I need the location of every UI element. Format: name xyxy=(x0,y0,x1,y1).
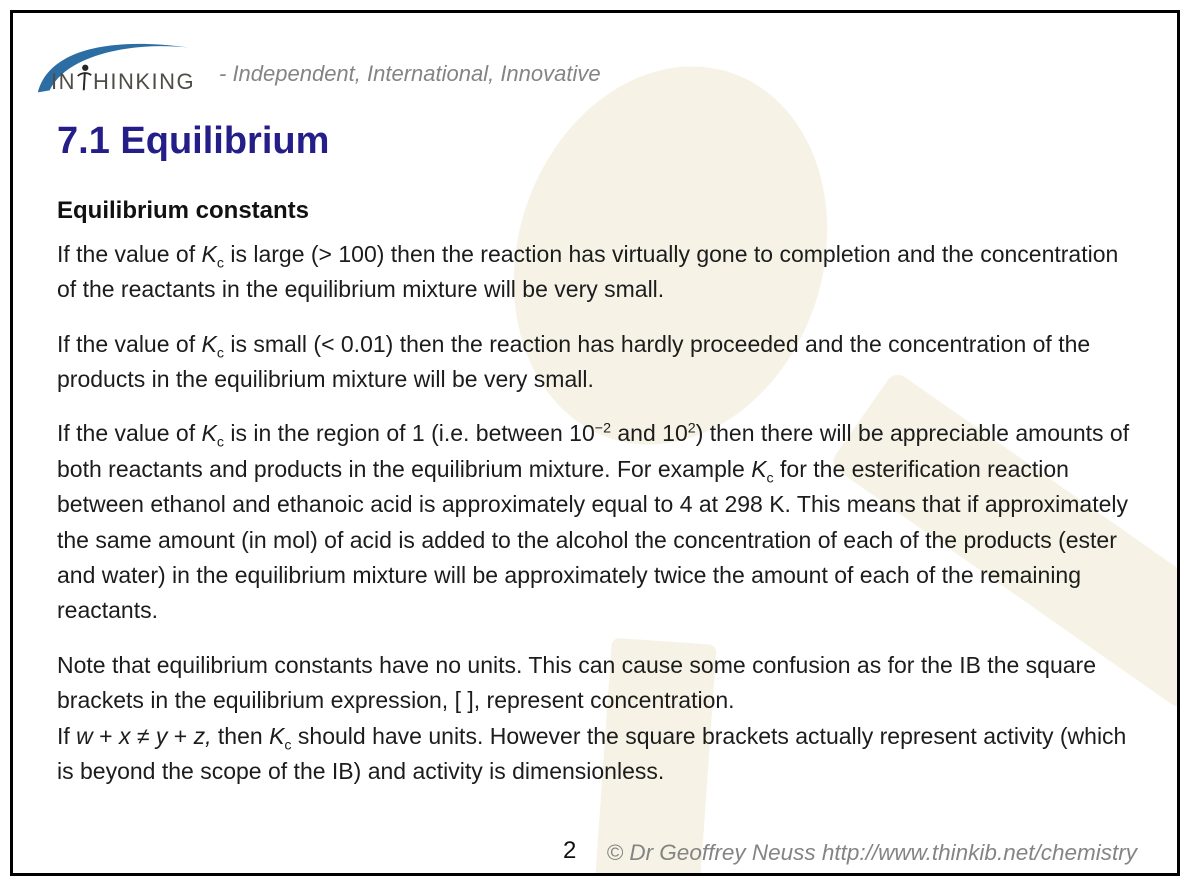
page-title: 7.1 Equilibrium xyxy=(57,120,330,162)
paragraph: If the value of $K_c$ is small (< 0.01) then the reaction has hardly proceeded and the concentration of the products in the equilibrium mixture will be very small. xyxy=(57,330,1091,393)
page-header xyxy=(13,13,1177,95)
page-number: 2 xyxy=(563,837,577,864)
paragraph: If the value of $K_c$ is large (> 100) then the reaction has virtually gone to completion and the concentration of the reactants in the equilibrium mixture will be very small. xyxy=(57,240,1119,303)
person-icon xyxy=(77,61,92,94)
section-heading: Equilibrium constants xyxy=(57,196,310,224)
document-page xyxy=(10,10,1180,876)
paragraph: Note that equilibrium constants have no units. This can cause some confusion as for the IB the square brackets in the equilibrium expression, [ ], represent concentration. If w + x ≠ y + z, then $K_c$ should have units. However the square brackets actually represent activity (which is beyond the scope of the IB) and activity is dimensionless. xyxy=(57,651,1127,785)
inthinking-logo xyxy=(35,37,203,95)
copyright-notice: © Dr Geoffrey Neuss http://www.thinkib.net/chemistry xyxy=(606,840,1137,865)
page-footer xyxy=(13,833,1137,869)
logo-wordmark xyxy=(51,61,195,93)
logo-text-in: IN xyxy=(51,69,76,94)
paragraph: If the value of $K_c$ is in the region of 1 (i.e. between $10^{-2}$ and $10^2$) then there will be appreciable amounts of both reactants and products in the equilibrium mixture. For example $K_c$ for the esterification reaction between ethanol and ethanoic acid is approximately equal to 4 at 298 K. This means that if approximately the same amount (in mol) of acid is added to the alcohol the concentration of each of the products (ester and water) in the equilibrium mixture will be approximately twice the amount of each of the remaining reactants. xyxy=(57,420,1130,624)
logo-text-hinking: HINKING xyxy=(93,69,196,94)
main-content xyxy=(13,121,1177,789)
tagline: - Independent, International, Innovative xyxy=(219,61,601,86)
body-paragraphs xyxy=(57,237,1135,790)
